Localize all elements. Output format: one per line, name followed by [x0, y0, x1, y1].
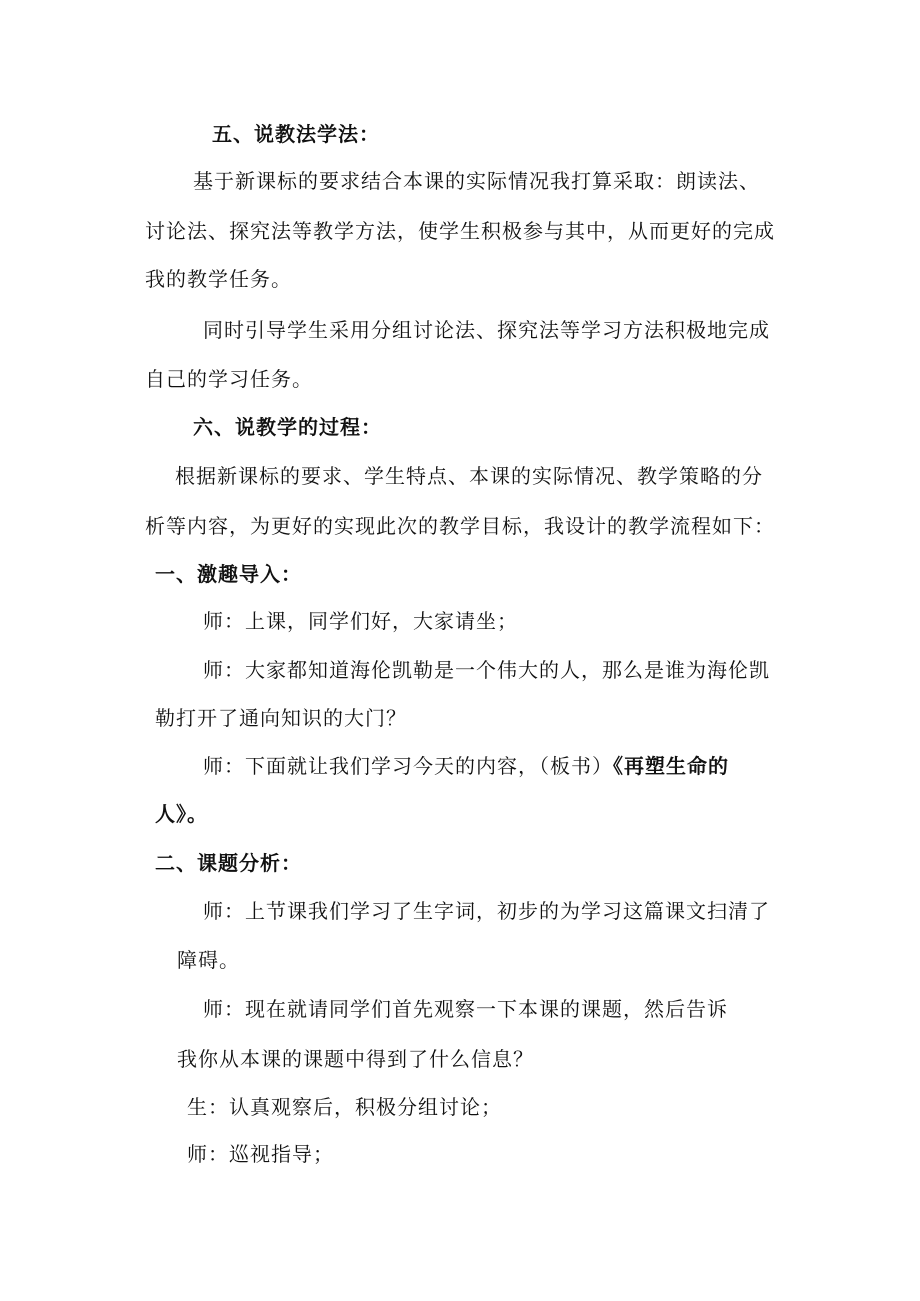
dialogue-line: [203, 752, 729, 780]
dialogue-line: 障碍。: [177, 948, 240, 972]
lesson-title-continued: 人》。: [155, 802, 208, 826]
section-heading-5: 五、说教法学法：: [212, 122, 380, 146]
dialogue-line: 师：现在就请同学们首先观察一下本课的课题，然后告诉: [203, 997, 728, 1021]
lesson-title: 《再塑生命的: [613, 754, 729, 778]
dialogue-line: 师：大家都知道海伦凯勒是一个伟大的人，那么是谁为海伦凯: [203, 658, 770, 682]
paragraph-line: 自己的学习任务。: [145, 367, 313, 391]
dialogue-line: 生：认真观察后，积极分组讨论；: [187, 1095, 502, 1119]
section-heading-6: 六、说教学的过程：: [193, 415, 382, 439]
paragraph-line: 析等内容，为更好的实现此次的教学目标，我设计的教学流程如下：: [145, 514, 775, 538]
dialogue-text: 师：下面就让我们学习今天的内容，（板书）: [203, 754, 613, 778]
paragraph-line: 根据新课标的要求、学生特点、本课的实际情况、教学策略的分: [175, 464, 763, 488]
paragraph-line: 基于新课标的要求结合本课的实际情况我打算采取：朗读法、: [193, 169, 760, 193]
dialogue-line: 师：上课，同学们好，大家请坐；: [203, 609, 518, 633]
paragraph-line: 我的教学任务。: [145, 267, 292, 291]
dialogue-line: 师：上节课我们学习了生字词，初步的为学习这篇课文扫清了: [203, 899, 770, 923]
dialogue-line: 勒打开了通向知识的大门？: [155, 706, 407, 730]
dialogue-line: 师：巡视指导；: [187, 1142, 334, 1166]
step-heading-1: 一、激趣导入：: [155, 562, 302, 586]
dialogue-line: 我你从本课的课题中得到了什么信息？: [177, 1047, 534, 1071]
paragraph-line: 讨论法、探究法等教学方法，使学生积极参与其中，从而更好的完成: [145, 219, 775, 243]
step-heading-2: 二、课题分析：: [155, 851, 302, 875]
paragraph-line: 同时引导学生采用分组讨论法、探究法等学习方法积极地完成: [203, 318, 770, 342]
